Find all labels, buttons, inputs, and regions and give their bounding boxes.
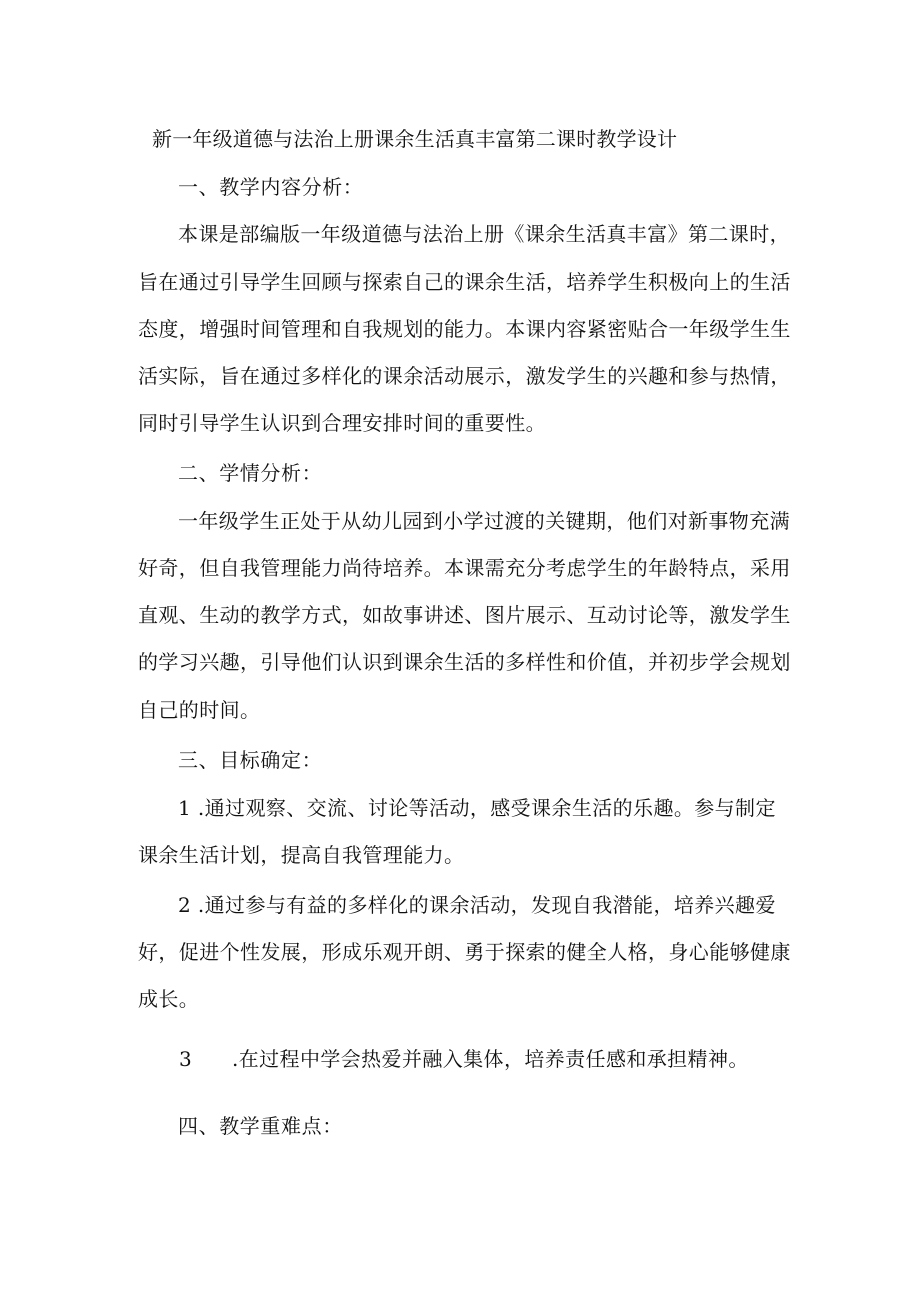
objective-item-2-continued: 成长。	[138, 987, 200, 1011]
section-heading-content-analysis: 一、教学内容分析：	[178, 175, 364, 199]
paragraph-line: 态度，增强时间管理和自我规划的能力。本课内容紧密贴合一年级学生生	[138, 317, 791, 341]
objective-item-1: 1 .通过观察、交流、讨论等活动，感受课余生活的乐趣。参与制定	[178, 796, 776, 820]
paragraph-line: 一年级学生正处于从幼儿园到小学过渡的关键期，他们对新事物充满	[178, 509, 790, 533]
paragraph-line: 自己的时间。	[138, 698, 261, 722]
paragraph-line: 直观、生动的教学方式，如故事讲述、图片展示、互动讨论等，激发学生	[138, 603, 791, 627]
objective-item-3-number: 3	[179, 1047, 193, 1071]
paragraph-line: 旨在通过引导学生回顾与探索自己的课余生活，培养学生积极向上的生活	[138, 270, 791, 294]
objective-item-2: 2 .通过参与有益的多样化的课余活动，发现自我潜能，培养兴趣爱	[178, 893, 776, 917]
paragraph-line: 活实际，旨在通过多样化的课余活动展示，激发学生的兴趣和参与热情，	[138, 364, 791, 388]
paragraph-line: 的学习兴趣，引导他们认识到课余生活的多样性和价值，并初步学会规划	[138, 650, 791, 674]
objective-item-2-continued: 好，促进个性发展，形成乐观开朗、勇于探索的健全人格，身心能够健康	[138, 940, 791, 964]
objective-item-1-continued: 课余生活计划，提高自我管理能力。	[138, 843, 465, 867]
document-title: 新一年级道德与法治上册课余生活真丰富第二课时教学设计	[152, 127, 678, 151]
paragraph-line: 同时引导学生认识到合理安排时间的重要性。	[138, 411, 546, 435]
objective-item-3-text: .在过程中学会热爱并融入集体，培养责任感和承担精神。	[232, 1047, 749, 1071]
paragraph-line: 本课是部编版一年级道德与法治上册《课余生活真丰富》第二课时，	[178, 222, 790, 246]
section-heading-key-difficulties: 四、教学重难点：	[178, 1114, 343, 1138]
section-heading-learner-analysis: 二、学情分析：	[178, 461, 323, 485]
section-heading-objectives: 三、目标确定：	[178, 748, 323, 772]
paragraph-line: 好奇，但自我管理能力尚待培养。本课需充分考虑学生的年龄特点，采用	[138, 556, 791, 580]
